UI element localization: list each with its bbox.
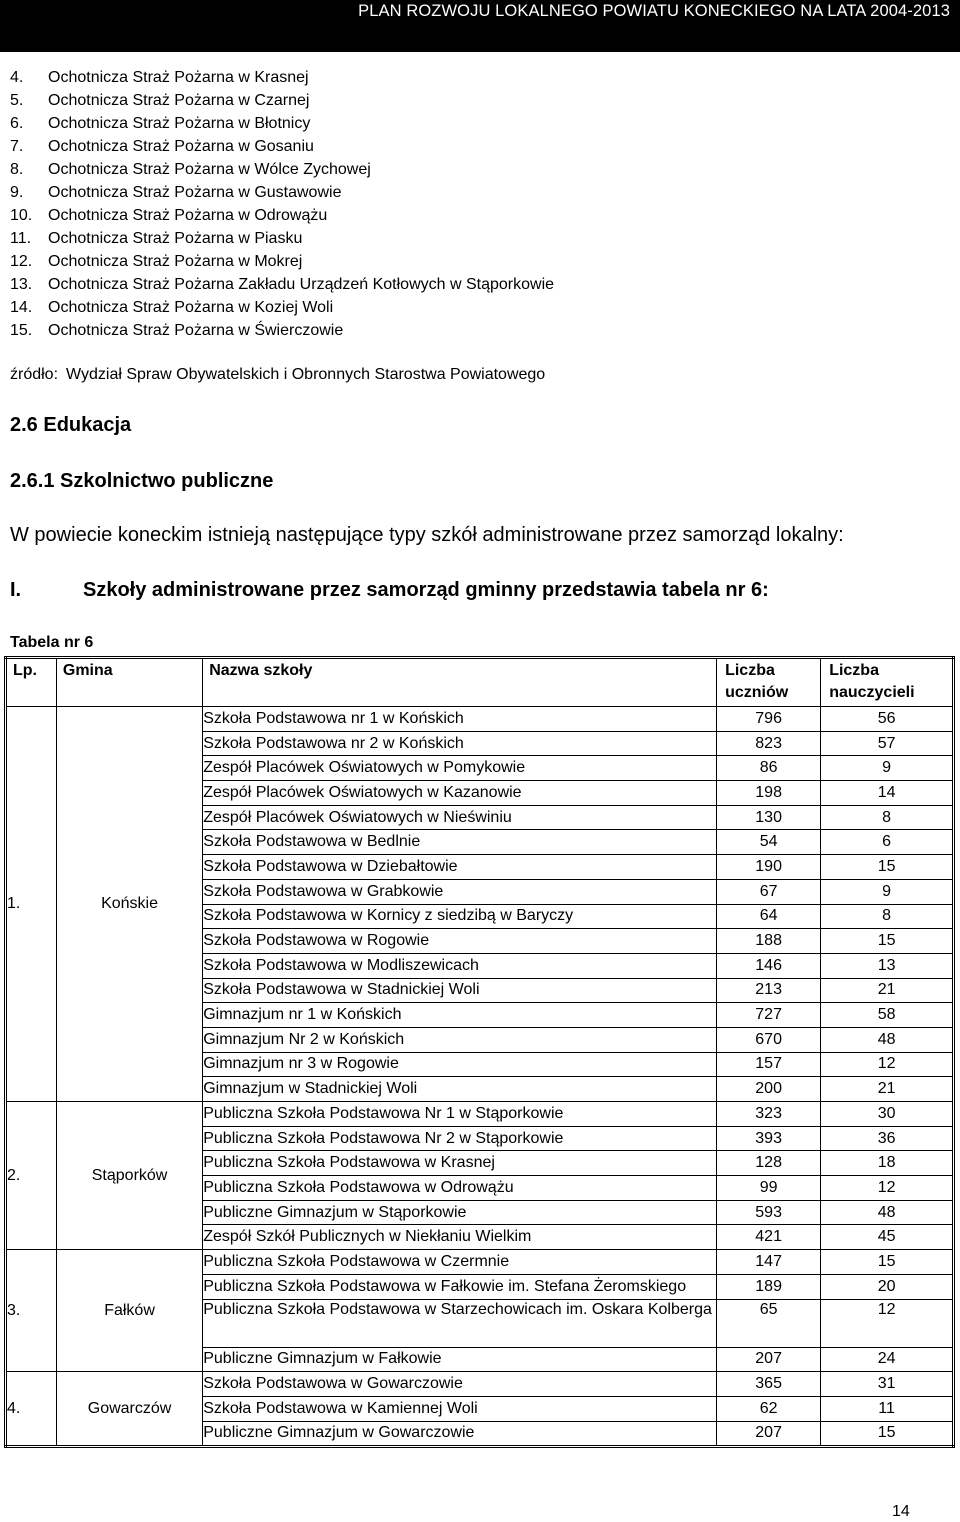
header-title: PLAN ROZWOJU LOKALNEGO POWIATU KONECKIEGO NA LATA 2004-2013 [358, 2, 950, 20]
header-teachers: Liczba nauczycieli [821, 658, 954, 707]
cell-school-name: Szkoła Podstawowa w Kornicy z siedzibą w Baryczy [203, 904, 717, 929]
cell-school-name: Szkoła Podstawowa w Dziebałtowie [203, 855, 717, 880]
table-row [6, 1250, 954, 1275]
list-item-i [10, 579, 769, 602]
cell-teachers: 57 [821, 731, 954, 756]
list-item-text: Ochotnicza Straż Pożarna w Gustawowie [48, 184, 342, 201]
cell-teachers: 21 [821, 978, 954, 1003]
list-item [10, 89, 554, 112]
header-students: Liczba uczniów [717, 658, 821, 707]
source-text: Wydział Spraw Obywatelskich i Obronnych Starostwa Powiatowego [66, 366, 546, 383]
cell-gmina: Stąporków [56, 1102, 202, 1250]
subsection-title: 2.6.1 Szkolnictwo publiczne [10, 470, 274, 492]
cell-teachers: 13 [821, 953, 954, 978]
cell-teachers: 15 [821, 1250, 954, 1275]
list-item-text: Ochotnicza Straż Pożarna w Mokrej [48, 253, 303, 270]
table-row [6, 1102, 954, 1127]
cell-teachers: 6 [821, 830, 954, 855]
cell-teachers: 9 [821, 756, 954, 781]
list-item-text: Ochotnicza Straż Pożarna w Odrowążu [48, 207, 328, 224]
list-item-text: Ochotnicza Straż Pożarna w Piasku [48, 230, 303, 247]
list-item-number: 15. [10, 322, 33, 339]
page-number: 14 [892, 1503, 910, 1520]
cell-teachers: 36 [821, 1126, 954, 1151]
cell-teachers: 48 [821, 1200, 954, 1225]
cell-students: 157 [717, 1052, 821, 1077]
cell-students: 207 [717, 1421, 821, 1447]
cell-school-name: Publiczna Szkoła Podstawowa w Czermnie [203, 1250, 717, 1275]
cell-teachers: 15 [821, 1421, 954, 1447]
list-item [10, 135, 554, 158]
cell-students: 727 [717, 1003, 821, 1028]
cell-school-name: Zespół Placówek Oświatowych w Nieświniu [203, 805, 717, 830]
cell-students: 67 [717, 879, 821, 904]
cell-teachers: 8 [821, 904, 954, 929]
cell-school-name: Gimnazjum Nr 2 w Końskich [203, 1027, 717, 1052]
cell-teachers: 8 [821, 805, 954, 830]
list-item [10, 250, 554, 273]
cell-students: 207 [717, 1347, 821, 1372]
list-item-text: Ochotnicza Straż Pożarna w Koziej Woli [48, 299, 334, 316]
cell-students: 823 [717, 731, 821, 756]
cell-school-name: Zespół Placówek Oświatowych w Pomykowie [203, 756, 717, 781]
cell-school-name: Szkoła Podstawowa nr 2 w Końskich [203, 731, 717, 756]
cell-students: 86 [717, 756, 821, 781]
cell-teachers: 11 [821, 1396, 954, 1421]
cell-students: 188 [717, 929, 821, 954]
cell-teachers: 48 [821, 1027, 954, 1052]
list-item-number: 10. [10, 207, 33, 224]
cell-students: 99 [717, 1176, 821, 1201]
cell-students: 421 [717, 1225, 821, 1250]
cell-school-name: Publiczne Gimnazjum w Gowarczowie [203, 1421, 717, 1447]
cell-students: 147 [717, 1250, 821, 1275]
cell-teachers: 14 [821, 781, 954, 806]
cell-lp: 4. [6, 1372, 57, 1447]
cell-teachers: 15 [821, 929, 954, 954]
table-row [6, 707, 954, 732]
list-item-text: Ochotnicza Straż Pożarna w Wólce Zychowej [48, 161, 371, 178]
cell-school-name: Publiczna Szkoła Podstawowa Nr 2 w Stąporkowie [203, 1126, 717, 1151]
header-lp: Lp. [6, 658, 57, 707]
cell-school-name: Gimnazjum nr 1 w Końskich [203, 1003, 717, 1028]
cell-students: 62 [717, 1396, 821, 1421]
cell-students: 54 [717, 830, 821, 855]
cell-teachers: 12 [821, 1052, 954, 1077]
intro-paragraph: W powiecie koneckim istnieją następujące typy szkół administrowane przez samorząd lokalny: [10, 524, 844, 546]
cell-lp: 2. [6, 1102, 57, 1250]
cell-students: 213 [717, 978, 821, 1003]
schools-table [4, 656, 955, 1448]
source-label: źródło: [10, 366, 59, 383]
list-item-text: Ochotnicza Straż Pożarna w Krasnej [48, 69, 309, 86]
list-item-number: 5. [10, 92, 24, 109]
cell-school-name: Publiczne Gimnazjum w Fałkowie [203, 1347, 717, 1372]
cell-students: 64 [717, 904, 821, 929]
cell-school-name: Publiczna Szkoła Podstawowa w Starzechowicach im. Oskara Kolberga [203, 1299, 717, 1347]
cell-teachers: 56 [821, 707, 954, 732]
section-title: 2.6 Edukacja [10, 414, 132, 436]
cell-school-name: Szkoła Podstawowa w Bedlnie [203, 830, 717, 855]
table-row [6, 1372, 954, 1397]
cell-teachers: 31 [821, 1372, 954, 1397]
page-header [0, 0, 960, 52]
cell-teachers: 24 [821, 1347, 954, 1372]
cell-school-name: Gimnazjum w Stadnickiej Woli [203, 1077, 717, 1102]
header-gmina: Gmina [56, 658, 202, 707]
cell-school-name: Zespół Placówek Oświatowych w Kazanowie [203, 781, 717, 806]
cell-school-name: Zespół Szkół Publicznych w Niekłaniu Wielkim [203, 1225, 717, 1250]
cell-lp: 3. [6, 1250, 57, 1372]
list-item-text: Ochotnicza Straż Pożarna w Czarnej [48, 92, 310, 109]
cell-students: 365 [717, 1372, 821, 1397]
cell-students: 146 [717, 953, 821, 978]
source-note [10, 366, 545, 384]
cell-school-name: Szkoła Podstawowa nr 1 w Końskich [203, 707, 717, 732]
cell-school-name: Publiczna Szkoła Podstawowa w Fałkowie im. Stefana Żeromskiego [203, 1274, 717, 1299]
cell-school-name: Szkoła Podstawowa w Gowarczowie [203, 1372, 717, 1397]
cell-students: 393 [717, 1126, 821, 1151]
cell-school-name: Publiczne Gimnazjum w Stąporkowie [203, 1200, 717, 1225]
list-item [10, 112, 554, 135]
table-header-row [6, 658, 954, 707]
cell-school-name: Szkoła Podstawowa w Stadnickiej Woli [203, 978, 717, 1003]
list-item [10, 66, 554, 89]
list-item-number: 7. [10, 138, 24, 155]
fire-brigade-list [10, 66, 554, 342]
list-item [10, 204, 554, 227]
cell-teachers: 20 [821, 1274, 954, 1299]
list-item-text: Ochotnicza Straż Pożarna w Świerczowie [48, 322, 344, 339]
cell-gmina: Fałków [56, 1250, 202, 1372]
list-item [10, 296, 554, 319]
table-caption: Tabela nr 6 [10, 634, 94, 651]
list-item-number: 4. [10, 69, 24, 86]
cell-students: 65 [717, 1299, 821, 1347]
cell-school-name: Publiczna Szkoła Podstawowa w Krasnej [203, 1151, 717, 1176]
cell-students: 130 [717, 805, 821, 830]
cell-gmina: Końskie [56, 707, 202, 1102]
cell-school-name: Gimnazjum nr 3 w Rogowie [203, 1052, 717, 1077]
cell-students: 670 [717, 1027, 821, 1052]
list-item-number: 8. [10, 161, 24, 178]
list-item [10, 319, 554, 342]
cell-students: 198 [717, 781, 821, 806]
list-item [10, 158, 554, 181]
cell-teachers: 12 [821, 1299, 954, 1347]
list-item-number: 11. [10, 230, 32, 247]
list-item-text: Ochotnicza Straż Pożarna w Gosaniu [48, 138, 314, 155]
cell-school-name: Szkoła Podstawowa w Modliszewicach [203, 953, 717, 978]
header-school-name: Nazwa szkoły [203, 658, 717, 707]
cell-teachers: 9 [821, 879, 954, 904]
cell-students: 190 [717, 855, 821, 880]
list-item [10, 273, 554, 296]
item-i-text: Szkoły administrowane przez samorząd gminny przedstawia tabela nr 6: [83, 579, 769, 601]
cell-teachers: 12 [821, 1176, 954, 1201]
list-item-text: Ochotnicza Straż Pożarna w Błotnicy [48, 115, 311, 132]
list-item-text: Ochotnicza Straż Pożarna Zakładu Urządzeń Kotłowych w Stąporkowie [48, 276, 555, 293]
list-item-number: 12. [10, 253, 33, 270]
cell-teachers: 18 [821, 1151, 954, 1176]
cell-teachers: 45 [821, 1225, 954, 1250]
list-item [10, 227, 554, 250]
cell-students: 593 [717, 1200, 821, 1225]
cell-students: 200 [717, 1077, 821, 1102]
cell-teachers: 21 [821, 1077, 954, 1102]
list-item-number: 14. [10, 299, 33, 316]
cell-school-name: Publiczna Szkoła Podstawowa Nr 1 w Stąporkowie [203, 1102, 717, 1127]
cell-students: 189 [717, 1274, 821, 1299]
list-item-number: 13. [10, 276, 33, 293]
cell-school-name: Szkoła Podstawowa w Rogowie [203, 929, 717, 954]
cell-teachers: 15 [821, 855, 954, 880]
cell-school-name: Publiczna Szkoła Podstawowa w Odrowążu [203, 1176, 717, 1201]
cell-lp: 1. [6, 707, 57, 1102]
cell-school-name: Szkoła Podstawowa w Kamiennej Woli [203, 1396, 717, 1421]
cell-teachers: 30 [821, 1102, 954, 1127]
cell-gmina: Gowarczów [56, 1372, 202, 1447]
item-i-number: I. [10, 579, 22, 601]
cell-teachers: 58 [821, 1003, 954, 1028]
cell-students: 323 [717, 1102, 821, 1127]
cell-students: 796 [717, 707, 821, 732]
cell-school-name: Szkoła Podstawowa w Grabkowie [203, 879, 717, 904]
cell-students: 128 [717, 1151, 821, 1176]
list-item-number: 6. [10, 115, 24, 132]
list-item [10, 181, 554, 204]
list-item-number: 9. [10, 184, 24, 201]
